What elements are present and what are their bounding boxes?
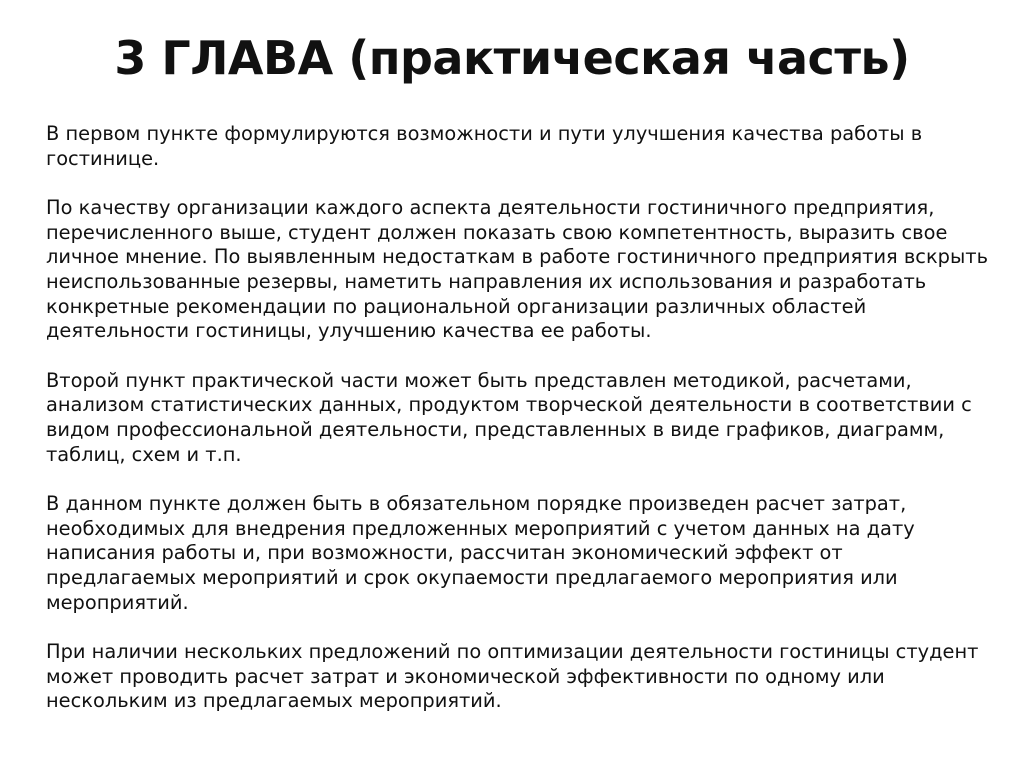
paragraph-2: По качеству организации каждого аспекта деятельности гостиничного предприятия, перечисленного выше, студент должен показать свою компетентность, выразить свое личное мнение. По выявленным недостаткам в работе гостиничного предприятия вскрыть неиспользованные резервы, наметить направления их использования и разработать конкретные рекомендации по рациональной организации различных областей деятельности гостиницы, улучшению качества ее работы. (46, 196, 989, 343)
paragraph-1: В первом пункте формулируются возможности и пути улучшения качества работы в гостинице. (46, 122, 923, 170)
paragraph-3: Второй пункт практической части может быть представлен методикой, расчетами, анализом статистических данных, продуктом творческой деятельности в соответствии с видом профессиональной деятельности, представленных в виде графиков, диаграмм, таблиц, схем и т.п. (46, 368, 972, 466)
slide-title: 3 ГЛАВА (практическая часть) (114, 31, 910, 85)
slide-body (46, 122, 992, 714)
paragraph-5: При наличии нескольких предложений по оптимизации деятельности гостиницы студент может проводить расчет затрат и экономической эффективности по одному или нескольким из предлагаемых мероприятий. (46, 640, 979, 713)
paragraph-4: В данном пункте должен быть в обязательном порядке произведен расчет затрат, необходимых для внедрения предложенных мероприятий с учетом данных на дату написания работы и, при возможности, рассчитан экономический эффект от предлагаемых мероприятий и срок окупаемости предлагаемого мероприятия или мероприятий. (46, 492, 915, 614)
